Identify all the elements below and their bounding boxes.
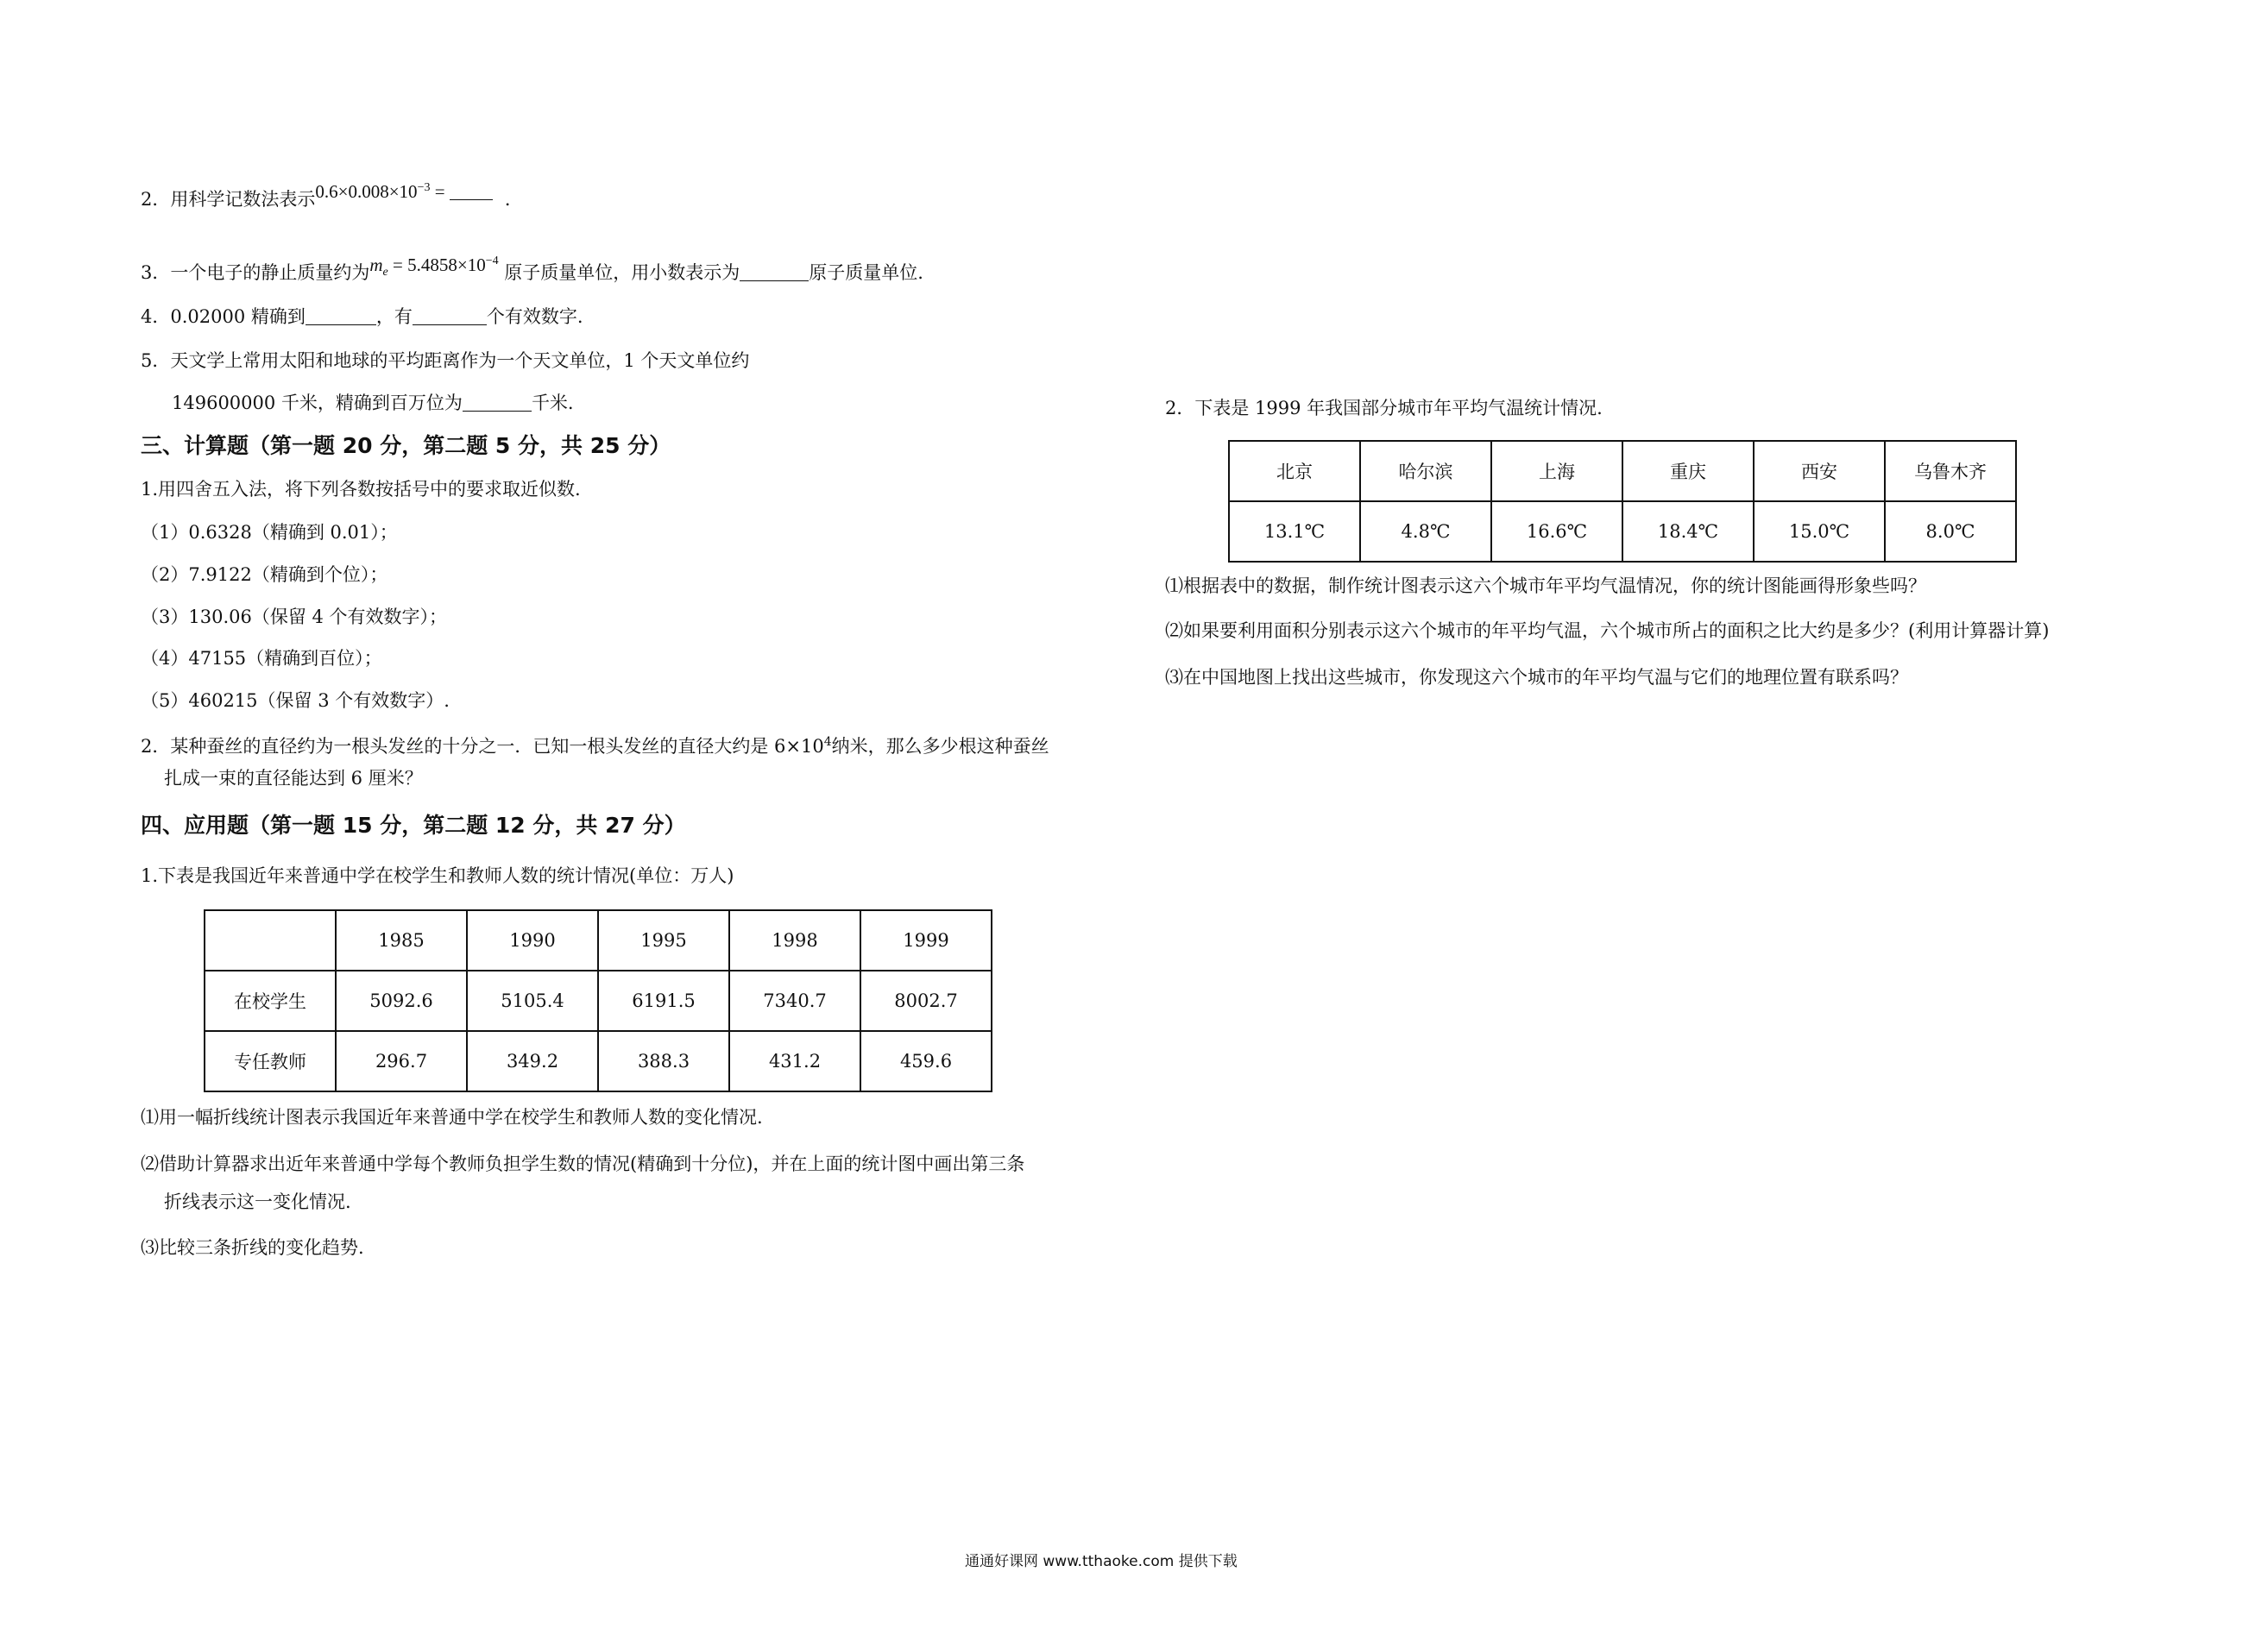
section-4-sub-2-line1: ⑵借助计算器求出近年来普通中学每个教师负担学生数的情况(精确到十分位)，并在上面的统计图中画出第三条	[141, 1154, 1025, 1174]
table-cell: 4.8℃	[1360, 501, 1491, 562]
table-cell: 13.1℃	[1229, 501, 1360, 562]
question-5-line1: 5．天文学上常用太阳和地球的平均距离作为一个天文单位，1 个天文单位约	[141, 350, 750, 371]
table-cell: 5092.6	[336, 971, 467, 1031]
answer-blank[interactable]	[463, 411, 532, 412]
table-cell: 16.6℃	[1491, 501, 1622, 562]
table-cell: 哈尔滨	[1360, 441, 1491, 501]
table-cell: 西安	[1754, 441, 1885, 501]
section-3-q1: 1.用四舍五入法，将下列各数按括号中的要求取近似数.	[141, 479, 581, 500]
table-cell: 15.0℃	[1754, 501, 1885, 562]
question-5-line2: 149600000 千米，精确到百万位为 千米.	[172, 393, 574, 413]
answer-blank[interactable]	[740, 280, 809, 281]
section-3-item-5: （5）460215（保留 3 个有效数字）.	[141, 690, 450, 711]
students-teachers-table	[204, 909, 992, 1092]
section-4-heading: 四、应用题（第一题 15 分，第二题 12 分，共 27 分）	[141, 813, 686, 838]
table-cell: 专任教师	[205, 1031, 336, 1091]
section-4-q1: 1.下表是我国近年来普通中学在校学生和教师人数的统计情况(单位：万人)	[141, 865, 734, 886]
table-cell: 18.4℃	[1622, 501, 1754, 562]
table-cell: 296.7	[336, 1031, 467, 1091]
city-temperature-table	[1228, 440, 2017, 563]
formula: $m_e = 5.4858\times 10^{-4}$	[369, 255, 499, 280]
table-cell: 1985	[336, 910, 467, 971]
table-cell: 7340.7	[729, 971, 860, 1031]
section-3-q2-line1: 2．某种蚕丝的直径约为一根头发丝的十分之一．已知一根头发丝的直径大约是 $6\times 10^4$纳米，那么多少根这种蚕丝	[141, 735, 1049, 757]
answer-blank[interactable]	[450, 199, 493, 200]
table-cell: 6191.5	[598, 971, 729, 1031]
answer-blank[interactable]	[413, 324, 487, 325]
table-cell: 乌鲁木齐	[1885, 441, 2016, 501]
table-cell: 北京	[1229, 441, 1360, 501]
table-cell: 349.2	[467, 1031, 598, 1091]
table-cell: 1999	[860, 910, 992, 971]
page-footer: 通通好课网 www.tthaoke.com 提供下载	[965, 1553, 1238, 1570]
section-4-sub-3: ⑶比较三条折线的变化趋势.	[141, 1237, 364, 1258]
section-3-item-3: （3）130.06（保留 4 个有效数字）；	[141, 607, 448, 627]
table-cell: 1990	[467, 910, 598, 971]
table-row	[205, 971, 992, 1031]
right-sub-3: ⑶在中国地图上找出这些城市，你发现这六个城市的年平均气温与它们的地理位置有联系吗？	[1165, 667, 1908, 688]
right-sub-1: ⑴根据表中的数据，制作统计图表示这六个城市年平均气温情况，你的统计图能画得形象些吗？	[1165, 575, 1926, 596]
question-2-sci-notation: 2．用科学记数法表示$0.6\times 0.008\times 10^{-3}$ = ．	[141, 181, 523, 210]
table-cell	[205, 910, 336, 971]
table-cell: 上海	[1491, 441, 1622, 501]
table-row	[205, 910, 992, 971]
table-cell: 1998	[729, 910, 860, 971]
table-cell: 8.0℃	[1885, 501, 2016, 562]
table-cell: 重庆	[1622, 441, 1754, 501]
section-4-sub-2-line2: 折线表示这一变化情况.	[164, 1191, 351, 1212]
formula: $0.6\times 0.008\times 10^{-3}$ =	[315, 181, 450, 202]
table-row	[205, 1031, 992, 1091]
right-question-2: 2．下表是 1999 年我国部分城市年平均气温统计情况.	[1165, 398, 1603, 418]
table-cell: 5105.4	[467, 971, 598, 1031]
question-4-precision: 4．0.02000 精确到 ，有 个有效数字.	[141, 306, 583, 327]
table-cell: 388.3	[598, 1031, 729, 1091]
section-3-item-1: （1）0.6328（精确到 0.01）；	[141, 522, 398, 543]
table-row	[1229, 501, 2016, 562]
table-cell: 431.2	[729, 1031, 860, 1091]
table-cell: 459.6	[860, 1031, 992, 1091]
section-3-item-4: （4）47155（精确到百位）；	[141, 648, 382, 669]
table-row	[1229, 441, 2016, 501]
answer-blank[interactable]	[306, 324, 376, 325]
section-4-sub-1: ⑴用一幅折线统计图表示我国近年来普通中学在校学生和教师人数的变化情况.	[141, 1107, 763, 1128]
table-cell: 在校学生	[205, 971, 336, 1031]
section-3-q2-line2: 扎成一束的直径能达到 6 厘米？	[164, 768, 423, 789]
question-3-electron-mass: 3．一个电子的静止质量约为$m_e = 5.4858\times 10^{-4}$ 原子质量单位，用小数表示为 原子质量单位.	[141, 255, 923, 283]
section-3-item-2: （2）7.9122（精确到个位）；	[141, 564, 388, 585]
table-cell: 8002.7	[860, 971, 992, 1031]
right-sub-2: ⑵如果要利用面积分别表示这六个城市的年平均气温，六个城市所占的面积之比大约是多少？(利用计算器计算)	[1165, 620, 2050, 641]
table-cell: 1995	[598, 910, 729, 971]
section-3-heading: 三、计算题（第一题 20 分，第二题 5 分，共 25 分）	[141, 433, 671, 458]
